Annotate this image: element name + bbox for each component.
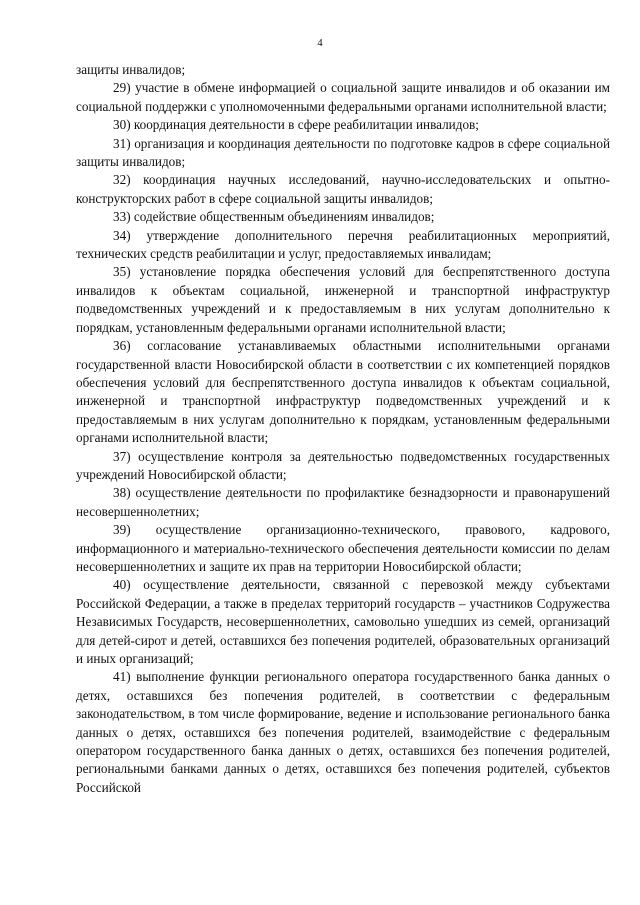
paragraph-item-39: 39) осуществление организационно-технического, правового, кадрового, информационного и материально-технического обеспечения деятельности комиссии по делам несовершеннолетних и защите их прав на территории Новосибирской области; xyxy=(76,522,610,574)
paragraph-item-41: 41) выполнение функции регионального оператора государственного банка данных о детях, оставшихся без попечения родителей, в соответствии с федеральным законодательством, в том числе формирование, ведение и использование регионального банка данных о детях, оставшихся без попечения родителей, взаимодействие с федеральным оператором государственного банка данных о детях, оставшихся без попечения родителей, региональными банками данных о детях, оставшихся без попечения родителей, субъектов Российской xyxy=(76,669,610,795)
paragraph-item-30: 30) координация деятельности в сфере реабилитации инвалидов; xyxy=(113,117,479,133)
paragraph-item-32: 32) координация научных исследований, научно-исследовательских и опытно-конструкторских работ в сфере социальной защиты инвалидов; xyxy=(76,172,610,206)
paragraph-item-33: 33) содействие общественным объединениям инвалидов; xyxy=(113,209,435,225)
paragraph-item-36: 36) согласование устанавливаемых областными исполнительными органами государственной власти Новосибирской области в соответствии с их компетенцией порядков обеспечения условий для беспрепятственного доступа инвалидов к объектам социальной, инженерной и транспортной инфраструктур подведомственных учреждений и к предоставляемым в них услугам дополнительно к порядкам, установленным федеральными органами исполнительной власти; xyxy=(76,338,610,446)
paragraph-item-31: 31) организация и координация деятельности по подготовке кадров в сфере социальной защиты инвалидов; xyxy=(76,135,610,170)
paragraph-item-40: 40) осуществление деятельности, связанной с перевозкой между субъектами Российской Федерации, а также в пределах территорий государств – участников Содружества Независимых Государств, несовершеннолетних, самовольно ушедших из семей, организаций для детей-сирот и детей, оставшихся без попечения родителей, образовательных организаций и иных организаций; xyxy=(76,577,610,666)
paragraph-item-29: 29) участие в обмене информацией о социальной защите инвалидов и об оказании им социальной поддержки с уполномоченными федеральными органами исполнительной власти; xyxy=(76,80,610,114)
paragraph-item-34: 34) утверждение дополнительного перечня реабилитационных мероприятий, технических средств реабилитации и услуг, предоставляемых инвалидам; xyxy=(76,227,610,262)
paragraph-continuation: защиты инвалидов; xyxy=(76,62,186,77)
document-body xyxy=(76,61,610,797)
paragraph-item-37: 37) осуществление контроля за деятельностью подведомственных государственных учреждений Новосибирской области; xyxy=(76,448,610,482)
paragraph-item-35: 35) установление порядка обеспечения условий для беспрепятственного доступа инвалидов к объектам социальной, инженерной и транспортной инфраструктур подведомственных учреждений и к предоставляемым в них услугам дополнительно к порядкам, установленным федеральными органами исполнительной власти; xyxy=(76,264,610,335)
paragraph-item-38: 38) осуществление деятельности по профилактике безнадзорности и правонарушений несовершеннолетних; xyxy=(76,485,610,519)
page-number: 4 xyxy=(317,38,323,49)
